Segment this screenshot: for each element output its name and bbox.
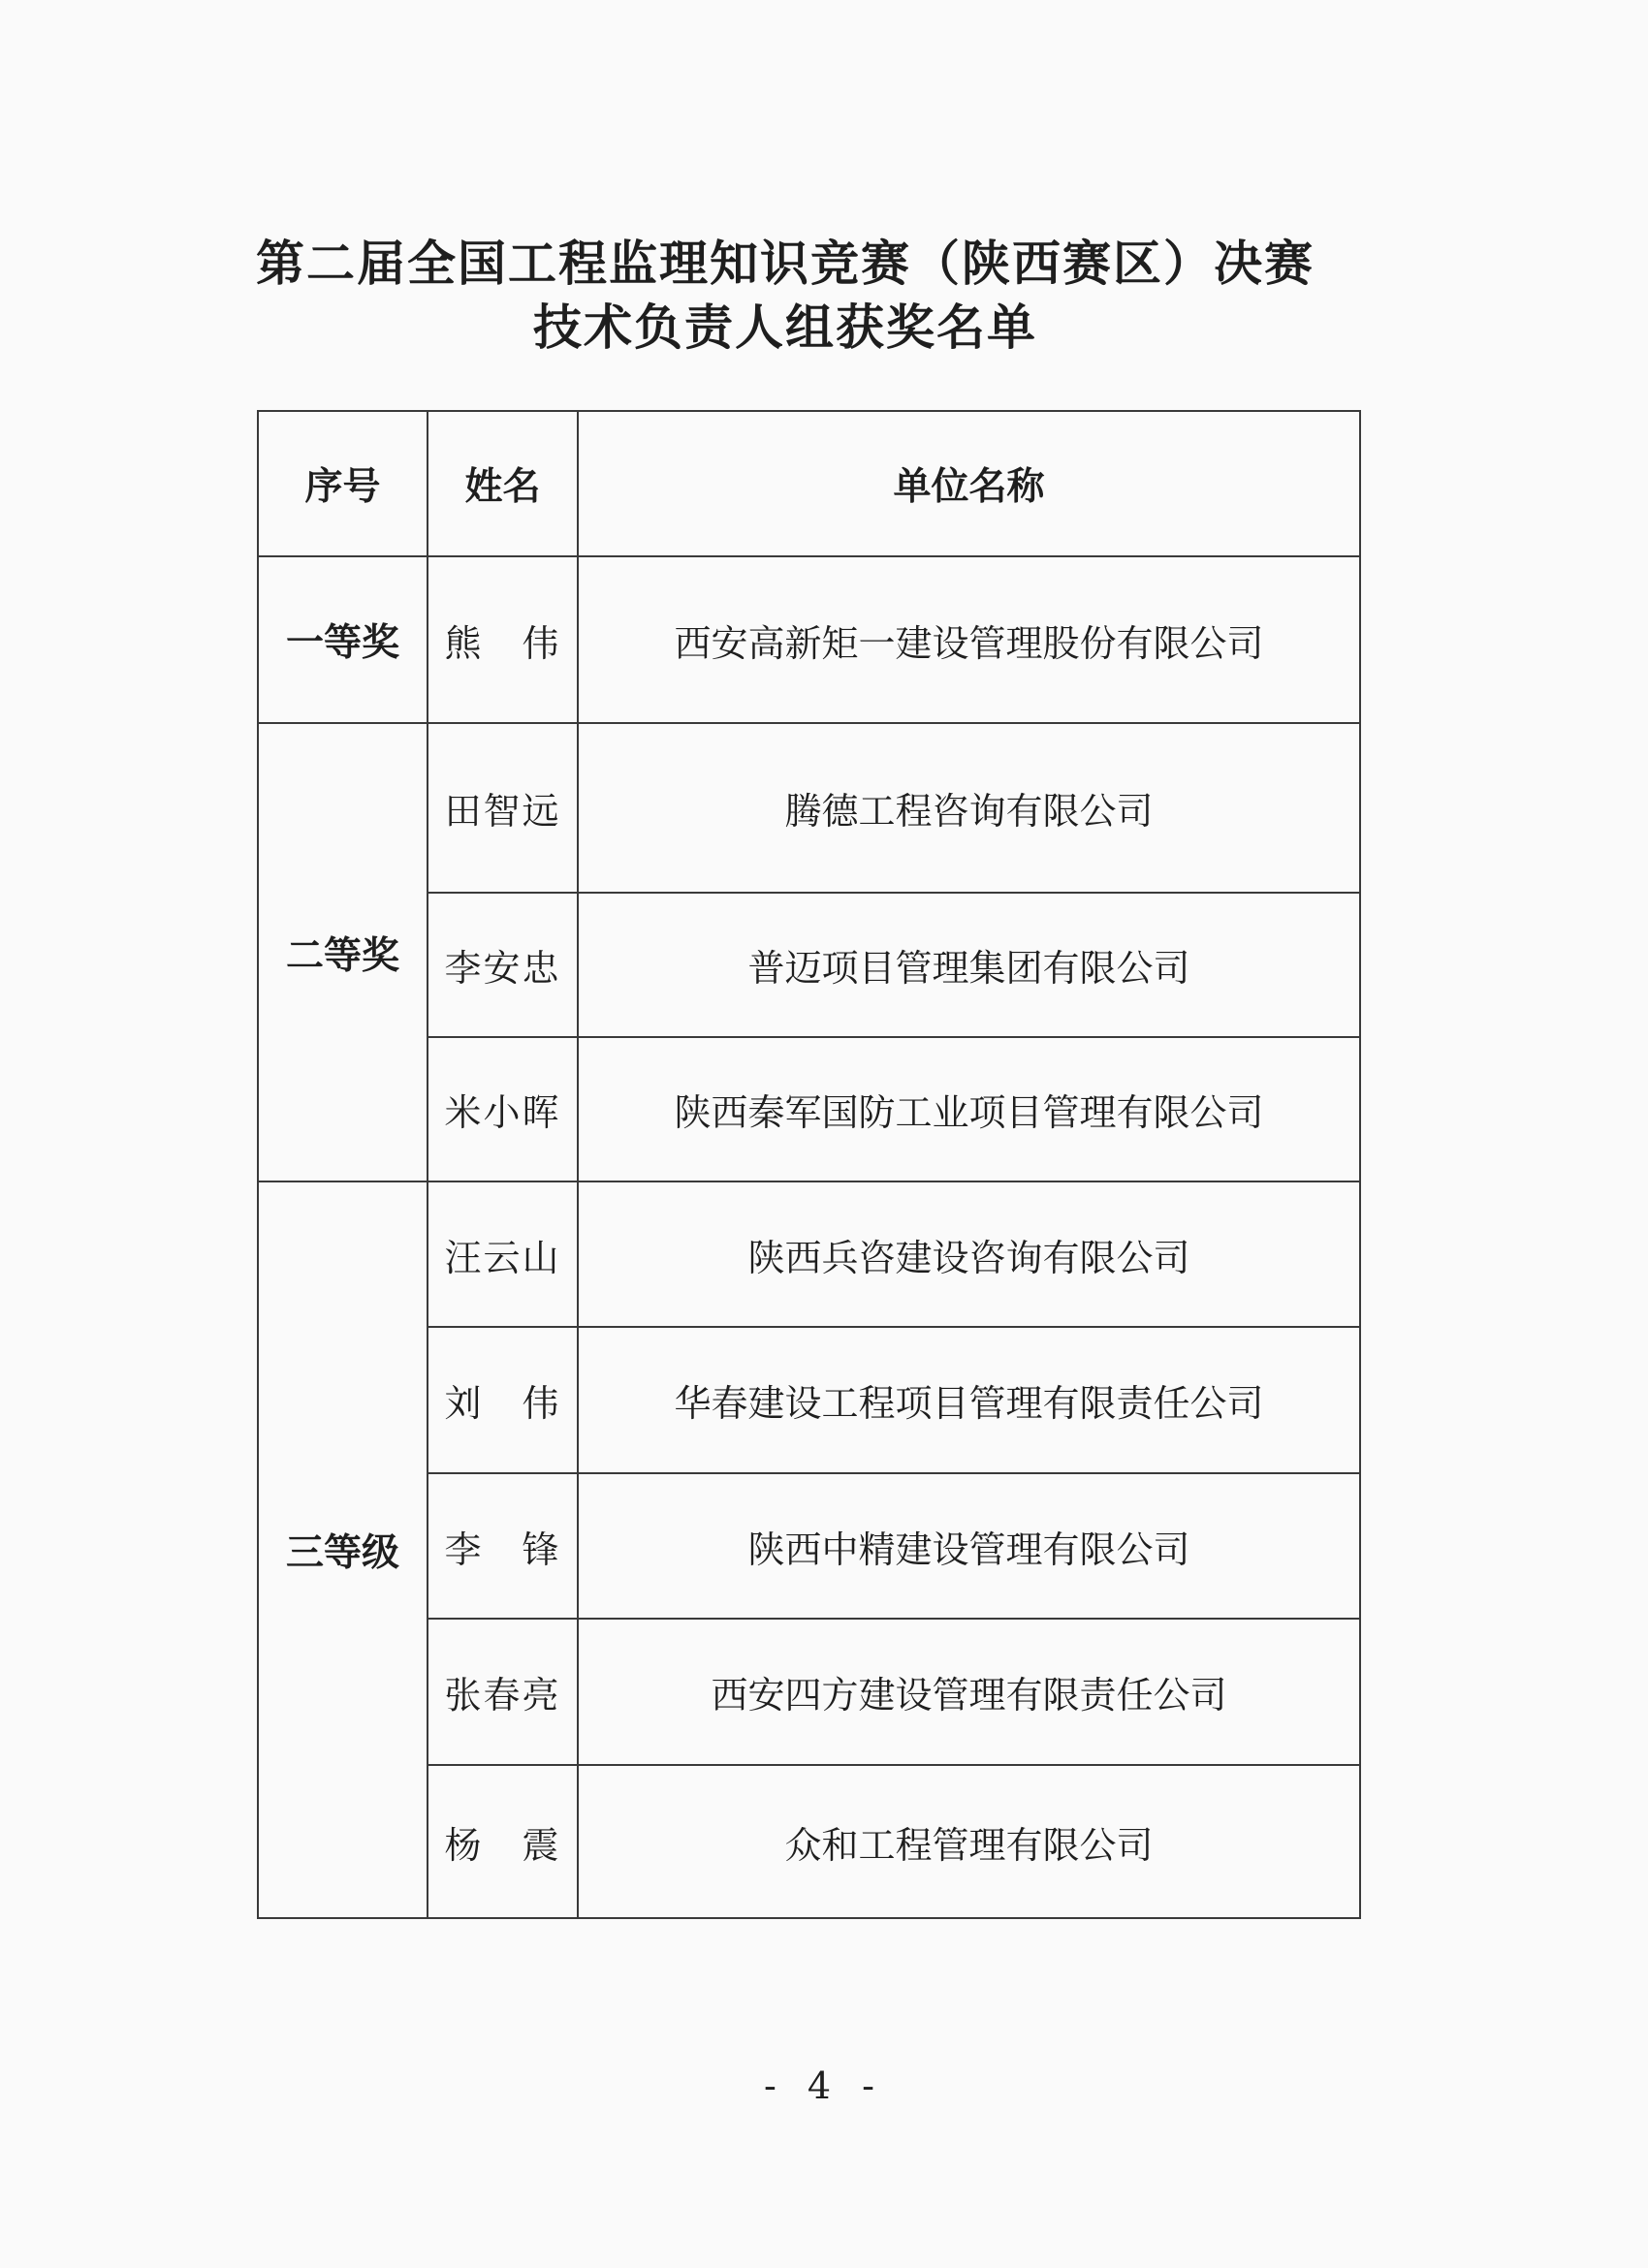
header-name: 姓名 — [428, 411, 578, 556]
winner-company: 西安四方建设管理有限责任公司 — [578, 1619, 1360, 1765]
winner-name: 李安忠 — [428, 893, 578, 1037]
winner-company: 众和工程管理有限公司 — [578, 1765, 1360, 1918]
winner-name: 刘 伟 — [428, 1327, 578, 1473]
header-company: 单位名称 — [578, 411, 1360, 556]
table-row — [258, 723, 1360, 893]
winner-name: 杨 震 — [428, 1765, 578, 1918]
winner-company: 陕西秦军国防工业项目管理有限公司 — [578, 1037, 1360, 1181]
winner-name: 熊 伟 — [428, 556, 578, 723]
winner-name: 田智远 — [428, 723, 578, 893]
header-index: 序号 — [258, 411, 428, 556]
winner-company: 腾德工程咨询有限公司 — [578, 723, 1360, 893]
title-line-2: 技术负责人组获奖名单 — [533, 299, 1037, 356]
table-row — [258, 556, 1360, 723]
winner-company: 西安高新矩一建设管理股份有限公司 — [578, 556, 1360, 723]
winner-name: 李 锋 — [428, 1473, 578, 1619]
prize-third: 三等级 — [258, 1181, 428, 1918]
header-row — [258, 411, 1360, 556]
winner-name: 张春亮 — [428, 1619, 578, 1765]
awards-table — [257, 410, 1361, 1919]
winner-company: 华春建设工程项目管理有限责任公司 — [578, 1327, 1360, 1473]
winner-company: 陕西中精建设管理有限公司 — [578, 1473, 1360, 1619]
winner-name: 汪云山 — [428, 1181, 578, 1327]
prize-first: 一等奖 — [258, 556, 428, 723]
page-number: - 4 - — [763, 2064, 884, 2107]
prize-second: 二等奖 — [258, 723, 428, 1181]
title-line-1: 第二届全国工程监理知识竞赛（陕西赛区）决赛 — [256, 236, 1315, 292]
winner-name: 米小晖 — [428, 1037, 578, 1181]
winner-company: 普迈项目管理集团有限公司 — [578, 893, 1360, 1037]
table-row — [258, 1181, 1360, 1327]
winner-company: 陕西兵咨建设咨询有限公司 — [578, 1181, 1360, 1327]
